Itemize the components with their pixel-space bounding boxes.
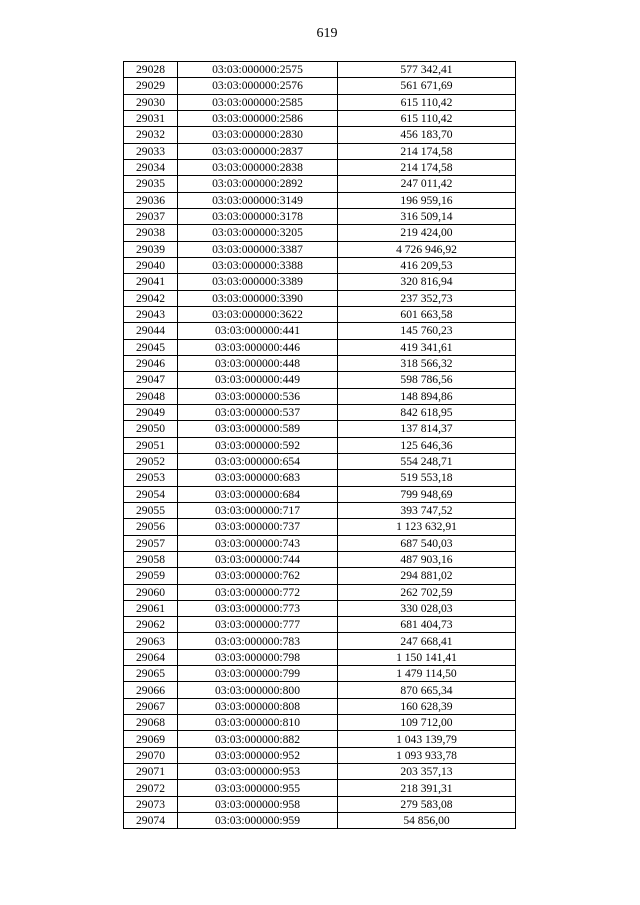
cadastral-number-cell: 03:03:000000:3390 bbox=[178, 290, 338, 306]
cadastral-number-cell: 03:03:000000:3389 bbox=[178, 274, 338, 290]
cadastral-number-cell: 03:03:000000:773 bbox=[178, 600, 338, 616]
row-number-cell: 29073 bbox=[124, 796, 178, 812]
row-number-cell: 29067 bbox=[124, 698, 178, 714]
table-row bbox=[124, 486, 516, 502]
value-cell: 137 814,37 bbox=[338, 421, 516, 437]
row-number-cell: 29045 bbox=[124, 339, 178, 355]
cadastral-number-cell: 03:03:000000:737 bbox=[178, 519, 338, 535]
table-row bbox=[124, 649, 516, 665]
row-number-cell: 29071 bbox=[124, 764, 178, 780]
table-row bbox=[124, 78, 516, 94]
cadastral-number-cell: 03:03:000000:592 bbox=[178, 437, 338, 453]
table-row bbox=[124, 421, 516, 437]
value-cell: 1 043 139,79 bbox=[338, 731, 516, 747]
table-row bbox=[124, 437, 516, 453]
value-cell: 4 726 946,92 bbox=[338, 241, 516, 257]
cadastral-number-cell: 03:03:000000:955 bbox=[178, 780, 338, 796]
cadastral-number-cell: 03:03:000000:744 bbox=[178, 551, 338, 567]
cadastral-number-cell: 03:03:000000:800 bbox=[178, 682, 338, 698]
table-row bbox=[124, 780, 516, 796]
row-number-cell: 29052 bbox=[124, 453, 178, 469]
table-row bbox=[124, 568, 516, 584]
row-number-cell: 29029 bbox=[124, 78, 178, 94]
table-row bbox=[124, 796, 516, 812]
table-row bbox=[124, 666, 516, 682]
value-cell: 262 702,59 bbox=[338, 584, 516, 600]
table-row bbox=[124, 159, 516, 175]
row-number-cell: 29033 bbox=[124, 143, 178, 159]
row-number-cell: 29050 bbox=[124, 421, 178, 437]
table-row bbox=[124, 62, 516, 78]
table-row bbox=[124, 372, 516, 388]
cadastral-number-cell: 03:03:000000:958 bbox=[178, 796, 338, 812]
cadastral-number-cell: 03:03:000000:882 bbox=[178, 731, 338, 747]
value-cell: 316 509,14 bbox=[338, 208, 516, 224]
table-row bbox=[124, 355, 516, 371]
row-number-cell: 29065 bbox=[124, 666, 178, 682]
value-cell: 615 110,42 bbox=[338, 94, 516, 110]
cadastral-number-cell: 03:03:000000:2586 bbox=[178, 110, 338, 126]
cadastral-number-cell: 03:03:000000:2585 bbox=[178, 94, 338, 110]
cadastral-number-cell: 03:03:000000:777 bbox=[178, 617, 338, 633]
cadastral-number-cell: 03:03:000000:717 bbox=[178, 502, 338, 518]
value-cell: 148 894,86 bbox=[338, 388, 516, 404]
cadastral-number-cell: 03:03:000000:536 bbox=[178, 388, 338, 404]
cadastral-number-cell: 03:03:000000:798 bbox=[178, 649, 338, 665]
cadastral-value-table-container bbox=[123, 61, 516, 829]
value-cell: 125 646,36 bbox=[338, 437, 516, 453]
table-row bbox=[124, 339, 516, 355]
value-cell: 1 479 114,50 bbox=[338, 666, 516, 682]
cadastral-number-cell: 03:03:000000:3387 bbox=[178, 241, 338, 257]
table-row bbox=[124, 241, 516, 257]
row-number-cell: 29036 bbox=[124, 192, 178, 208]
table-row bbox=[124, 143, 516, 159]
row-number-cell: 29070 bbox=[124, 747, 178, 763]
value-cell: 318 566,32 bbox=[338, 355, 516, 371]
cadastral-number-cell: 03:03:000000:446 bbox=[178, 339, 338, 355]
cadastral-number-cell: 03:03:000000:683 bbox=[178, 470, 338, 486]
value-cell: 487 903,16 bbox=[338, 551, 516, 567]
row-number-cell: 29053 bbox=[124, 470, 178, 486]
cadastral-number-cell: 03:03:000000:3149 bbox=[178, 192, 338, 208]
value-cell: 247 011,42 bbox=[338, 176, 516, 192]
cadastral-number-cell: 03:03:000000:654 bbox=[178, 453, 338, 469]
value-cell: 598 786,56 bbox=[338, 372, 516, 388]
row-number-cell: 29074 bbox=[124, 813, 178, 829]
value-cell: 601 663,58 bbox=[338, 306, 516, 322]
row-number-cell: 29046 bbox=[124, 355, 178, 371]
row-number-cell: 29055 bbox=[124, 502, 178, 518]
row-number-cell: 29030 bbox=[124, 94, 178, 110]
value-cell: 842 618,95 bbox=[338, 404, 516, 420]
value-cell: 681 404,73 bbox=[338, 617, 516, 633]
table-row bbox=[124, 388, 516, 404]
value-cell: 393 747,52 bbox=[338, 502, 516, 518]
cadastral-number-cell: 03:03:000000:808 bbox=[178, 698, 338, 714]
value-cell: 687 540,03 bbox=[338, 535, 516, 551]
row-number-cell: 29032 bbox=[124, 127, 178, 143]
cadastral-number-cell: 03:03:000000:684 bbox=[178, 486, 338, 502]
cadastral-number-cell: 03:03:000000:2838 bbox=[178, 159, 338, 175]
value-cell: 554 248,71 bbox=[338, 453, 516, 469]
table-row bbox=[124, 600, 516, 616]
table-row bbox=[124, 633, 516, 649]
table-row bbox=[124, 617, 516, 633]
table-row bbox=[124, 502, 516, 518]
cadastral-value-table bbox=[123, 61, 516, 829]
cadastral-number-cell: 03:03:000000:959 bbox=[178, 813, 338, 829]
cadastral-number-cell: 03:03:000000:799 bbox=[178, 666, 338, 682]
cadastral-number-cell: 03:03:000000:3388 bbox=[178, 257, 338, 273]
value-cell: 109 712,00 bbox=[338, 715, 516, 731]
cadastral-number-cell: 03:03:000000:449 bbox=[178, 372, 338, 388]
value-cell: 870 665,34 bbox=[338, 682, 516, 698]
value-cell: 279 583,08 bbox=[338, 796, 516, 812]
table-row bbox=[124, 551, 516, 567]
table-row bbox=[124, 747, 516, 763]
row-number-cell: 29069 bbox=[124, 731, 178, 747]
row-number-cell: 29048 bbox=[124, 388, 178, 404]
cadastral-number-cell: 03:03:000000:2575 bbox=[178, 62, 338, 78]
table-row bbox=[124, 519, 516, 535]
row-number-cell: 29037 bbox=[124, 208, 178, 224]
row-number-cell: 29064 bbox=[124, 649, 178, 665]
cadastral-number-cell: 03:03:000000:2837 bbox=[178, 143, 338, 159]
cadastral-number-cell: 03:03:000000:743 bbox=[178, 535, 338, 551]
value-cell: 203 357,13 bbox=[338, 764, 516, 780]
row-number-cell: 29056 bbox=[124, 519, 178, 535]
value-cell: 416 209,53 bbox=[338, 257, 516, 273]
row-number-cell: 29043 bbox=[124, 306, 178, 322]
cadastral-number-cell: 03:03:000000:3205 bbox=[178, 225, 338, 241]
cadastral-number-cell: 03:03:000000:772 bbox=[178, 584, 338, 600]
value-cell: 1 093 933,78 bbox=[338, 747, 516, 763]
row-number-cell: 29049 bbox=[124, 404, 178, 420]
table-row bbox=[124, 208, 516, 224]
cadastral-number-cell: 03:03:000000:589 bbox=[178, 421, 338, 437]
value-cell: 320 816,94 bbox=[338, 274, 516, 290]
table-row bbox=[124, 274, 516, 290]
table-row bbox=[124, 323, 516, 339]
row-number-cell: 29042 bbox=[124, 290, 178, 306]
table-row bbox=[124, 94, 516, 110]
cadastral-number-cell: 03:03:000000:810 bbox=[178, 715, 338, 731]
cadastral-number-cell: 03:03:000000:3622 bbox=[178, 306, 338, 322]
table-row bbox=[124, 225, 516, 241]
cadastral-number-cell: 03:03:000000:441 bbox=[178, 323, 338, 339]
value-cell: 294 881,02 bbox=[338, 568, 516, 584]
value-cell: 214 174,58 bbox=[338, 159, 516, 175]
row-number-cell: 29038 bbox=[124, 225, 178, 241]
table-row bbox=[124, 306, 516, 322]
table-row bbox=[124, 404, 516, 420]
row-number-cell: 29066 bbox=[124, 682, 178, 698]
value-cell: 218 391,31 bbox=[338, 780, 516, 796]
value-cell: 419 341,61 bbox=[338, 339, 516, 355]
row-number-cell: 29062 bbox=[124, 617, 178, 633]
value-cell: 1 123 632,91 bbox=[338, 519, 516, 535]
row-number-cell: 29054 bbox=[124, 486, 178, 502]
value-cell: 561 671,69 bbox=[338, 78, 516, 94]
cadastral-number-cell: 03:03:000000:3178 bbox=[178, 208, 338, 224]
table-row bbox=[124, 127, 516, 143]
cadastral-number-cell: 03:03:000000:448 bbox=[178, 355, 338, 371]
row-number-cell: 29063 bbox=[124, 633, 178, 649]
value-cell: 577 342,41 bbox=[338, 62, 516, 78]
cadastral-number-cell: 03:03:000000:952 bbox=[178, 747, 338, 763]
row-number-cell: 29044 bbox=[124, 323, 178, 339]
value-cell: 219 424,00 bbox=[338, 225, 516, 241]
row-number-cell: 29059 bbox=[124, 568, 178, 584]
cadastral-number-cell: 03:03:000000:783 bbox=[178, 633, 338, 649]
row-number-cell: 29072 bbox=[124, 780, 178, 796]
table-body bbox=[124, 62, 516, 829]
cadastral-number-cell: 03:03:000000:2576 bbox=[178, 78, 338, 94]
row-number-cell: 29035 bbox=[124, 176, 178, 192]
cadastral-number-cell: 03:03:000000:2892 bbox=[178, 176, 338, 192]
row-number-cell: 29057 bbox=[124, 535, 178, 551]
row-number-cell: 29047 bbox=[124, 372, 178, 388]
value-cell: 330 028,03 bbox=[338, 600, 516, 616]
row-number-cell: 29051 bbox=[124, 437, 178, 453]
value-cell: 237 352,73 bbox=[338, 290, 516, 306]
value-cell: 519 553,18 bbox=[338, 470, 516, 486]
value-cell: 1 150 141,41 bbox=[338, 649, 516, 665]
table-row bbox=[124, 176, 516, 192]
value-cell: 615 110,42 bbox=[338, 110, 516, 126]
table-row bbox=[124, 453, 516, 469]
page-number: 619 bbox=[316, 26, 338, 41]
value-cell: 799 948,69 bbox=[338, 486, 516, 502]
value-cell: 160 628,39 bbox=[338, 698, 516, 714]
value-cell: 196 959,16 bbox=[338, 192, 516, 208]
table-row bbox=[124, 257, 516, 273]
row-number-cell: 29068 bbox=[124, 715, 178, 731]
table-row bbox=[124, 715, 516, 731]
table-row bbox=[124, 470, 516, 486]
row-number-cell: 29039 bbox=[124, 241, 178, 257]
table-row bbox=[124, 682, 516, 698]
value-cell: 456 183,70 bbox=[338, 127, 516, 143]
cadastral-number-cell: 03:03:000000:953 bbox=[178, 764, 338, 780]
value-cell: 247 668,41 bbox=[338, 633, 516, 649]
table-row bbox=[124, 535, 516, 551]
row-number-cell: 29031 bbox=[124, 110, 178, 126]
table-row bbox=[124, 731, 516, 747]
table-row bbox=[124, 192, 516, 208]
row-number-cell: 29060 bbox=[124, 584, 178, 600]
value-cell: 145 760,23 bbox=[338, 323, 516, 339]
cadastral-number-cell: 03:03:000000:762 bbox=[178, 568, 338, 584]
table-row bbox=[124, 764, 516, 780]
row-number-cell: 29061 bbox=[124, 600, 178, 616]
value-cell: 214 174,58 bbox=[338, 143, 516, 159]
cadastral-number-cell: 03:03:000000:2830 bbox=[178, 127, 338, 143]
table-row bbox=[124, 110, 516, 126]
table-row bbox=[124, 813, 516, 829]
row-number-cell: 29034 bbox=[124, 159, 178, 175]
row-number-cell: 29028 bbox=[124, 62, 178, 78]
row-number-cell: 29058 bbox=[124, 551, 178, 567]
row-number-cell: 29040 bbox=[124, 257, 178, 273]
table-row bbox=[124, 698, 516, 714]
row-number-cell: 29041 bbox=[124, 274, 178, 290]
table-row bbox=[124, 290, 516, 306]
cadastral-number-cell: 03:03:000000:537 bbox=[178, 404, 338, 420]
value-cell: 54 856,00 bbox=[338, 813, 516, 829]
table-row bbox=[124, 584, 516, 600]
